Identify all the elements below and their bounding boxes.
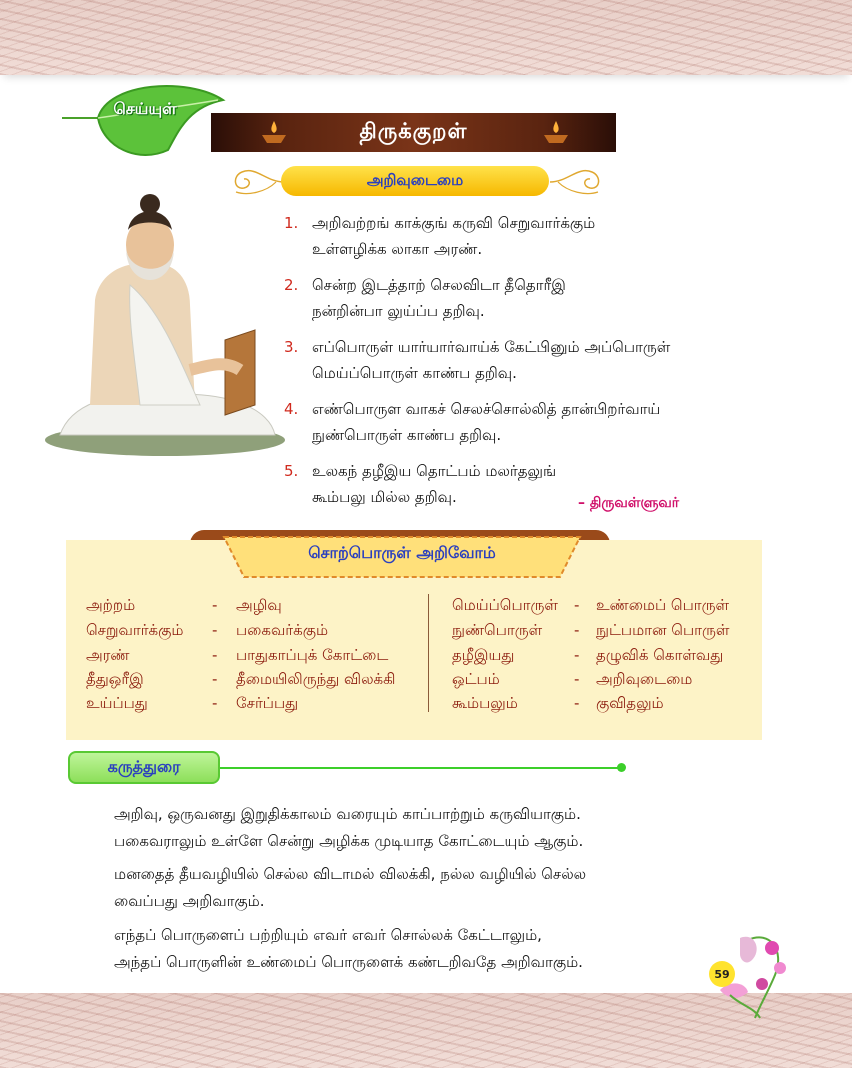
vocab-word: நுண்பொருள் [452, 621, 543, 639]
paragraph-line: எந்தப் பொருளைப் பற்றியும் எவர் எவர் சொல்லக் கேட்டாலும், [114, 926, 542, 944]
vocab-word: தீதுஒரீஇ [86, 670, 144, 688]
vocab-meaning: தழுவிக் கொள்வது [596, 646, 724, 664]
paragraph-line: மனதைத் தீயவழியில் செல்ல விடாமல் விலக்கி, நல்ல வழியில் செல்ல [114, 865, 587, 883]
vocab-dash: - [212, 621, 218, 639]
paragraph-line: பகைவராலும் உள்ளே சென்று அழிக்க முடியாத கோட்டையும் ஆகும். [114, 832, 584, 850]
vocab-word: மெய்ப்பொருள் [452, 596, 558, 614]
vocab-meaning: குவிதலும் [596, 694, 664, 712]
verse-line: எப்பொருள் யார்யார்வாய்க் கேட்பினும் அப்பொருள் [312, 338, 671, 356]
page-number: 59 [709, 961, 735, 987]
vocab-word: அரண் [86, 646, 130, 664]
karuthurai-rule [220, 767, 620, 769]
verse-number: 5. [284, 462, 299, 480]
paragraph-line: அந்தப் பொருளின் உண்மைப் பொருளைக் கண்டறிவதே அறிவாகும். [114, 953, 583, 971]
vocab-word: தழீஇயது [452, 646, 515, 664]
page-title: திருக்குறள் [359, 119, 468, 143]
vocab-meaning: அறிவுடைமை [596, 670, 693, 688]
vocab-dash: - [212, 596, 218, 614]
vocab-meaning: பாதுகாப்புக் கோட்டை [236, 646, 389, 664]
vocab-dash: - [212, 646, 218, 664]
verse-line: உள்ளழிக்க லாகா அரண். [312, 240, 483, 258]
thiruvalluvar-illustration [40, 190, 290, 460]
verse-line: நன்றின்பா லுய்ப்ப தறிவு. [312, 302, 485, 320]
paragraph-line: வைப்பது அறிவாகும். [114, 892, 265, 910]
vocab-word: உய்ப்பது [86, 694, 148, 712]
vocab-word: கூம்பலும் [452, 694, 518, 712]
karuthurai-rule-dot [617, 763, 626, 772]
verse-line: உலகந் தழீஇய தொட்பம் மலர்தலுங் [312, 462, 557, 480]
vocab-word: செறுவார்க்கும் [86, 621, 184, 639]
verse-line: மெய்ப்பொருள் காண்ப தறிவு. [312, 364, 517, 382]
vocab-meaning: நுட்பமான பொருள் [596, 621, 730, 639]
vocab-dash: - [574, 621, 580, 639]
meaning-paragraph [114, 861, 714, 915]
author-credit: – திருவள்ளுவர் [578, 495, 680, 511]
verse-item [284, 272, 744, 334]
ornament-icon [548, 162, 608, 200]
paragraph-line: அறிவு, ஒருவனது இறுதிக்காலம் வரையும் காப்பாற்றும் கருவியாகும். [114, 805, 581, 823]
subtitle: அறிவுடைமை [281, 166, 549, 196]
verse-item [284, 334, 744, 396]
vocab-dash: - [574, 646, 580, 664]
section-label: செய்யுள் [113, 99, 177, 118]
vocab-word: ஒட்பம் [452, 670, 500, 688]
verse-line: எண்பொருள வாகச் செலச்சொல்லித் தான்பிறர்வாய் [312, 400, 661, 418]
verse-number: 2. [284, 276, 299, 294]
vocab-dash: - [212, 670, 218, 688]
title-banner [211, 113, 616, 152]
vocab-dash: - [574, 694, 580, 712]
vocab-meaning: தீமையிலிருந்து விலக்கி [236, 670, 396, 688]
vocab-meaning: சேர்ப்பது [236, 694, 299, 712]
vocab-title: சொற்பொருள் அறிவோம் [308, 543, 496, 562]
verse-line: நுண்பொருள் காண்ப தறிவு. [312, 426, 502, 444]
verse-number: 4. [284, 400, 299, 418]
vocab-dash: - [574, 596, 580, 614]
vocab-meaning: பகைவர்க்கும் [236, 621, 329, 639]
vocab-dash: - [574, 670, 580, 688]
verse-line: கூம்பலு மில்ல தறிவு. [312, 488, 457, 506]
vocab-dash: - [212, 694, 218, 712]
lamp-icon [541, 119, 571, 145]
verse-number: 1. [284, 214, 299, 232]
meaning-paragraph [114, 922, 714, 976]
karuthurai-label: கருத்துரை [68, 751, 220, 784]
verse-list [284, 210, 744, 520]
vocab-word: அற்றம் [86, 596, 136, 614]
vocab-divider [428, 594, 429, 712]
verse-item [284, 210, 744, 272]
verse-line: அறிவற்றங் காக்குங் கருவி செறுவார்க்கும் [312, 214, 596, 232]
verse-line: சென்ற இடத்தாற் செலவிடா தீதொரீஇ [312, 276, 566, 294]
meaning-paragraph [114, 801, 714, 855]
verse-number: 3. [284, 338, 299, 356]
decorative-header-band [0, 0, 852, 75]
vocab-meaning: அழிவு [236, 596, 282, 614]
vocab-meaning: உண்மைப் பொருள் [596, 596, 730, 614]
verse-item [284, 396, 744, 458]
lamp-icon [259, 119, 289, 145]
